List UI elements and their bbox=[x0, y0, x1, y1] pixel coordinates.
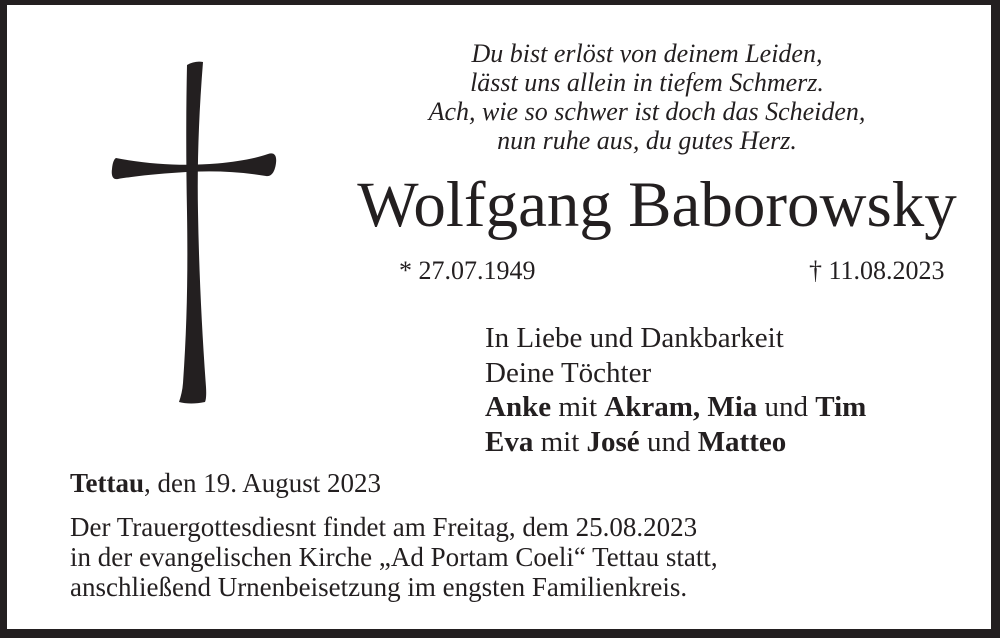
verse-line-1: Du bist erlöst von deinem Leiden, bbox=[471, 39, 823, 68]
funeral-service-info bbox=[70, 512, 718, 602]
connector-text: und bbox=[639, 425, 698, 458]
memorial-cross-icon bbox=[107, 57, 287, 405]
connector-text: mit bbox=[533, 425, 587, 458]
mourner-name: Eva bbox=[485, 425, 534, 458]
deceased-name: Wolfgang Baborowsky bbox=[357, 169, 957, 241]
mourners-intro-line: In Liebe und Dankbarkeit bbox=[485, 322, 784, 354]
verse-line-2: lässt uns allein in tiefem Schmerz. bbox=[470, 68, 824, 97]
verse-line-4: nun ruhe aus, du gutes Herz. bbox=[497, 126, 797, 155]
service-info-line-1: Der Trauergottesdiesnt findet am Freitag, dem 25.08.2023 bbox=[70, 512, 698, 542]
mourners-relation-line: Deine Töchter bbox=[485, 356, 652, 389]
mourner-name: Anke bbox=[485, 391, 552, 423]
service-info-line-2: in der evangelischen Kirche „Ad Portam Coeli“ Tettau statt, bbox=[70, 542, 718, 572]
place-dateline bbox=[70, 468, 381, 498]
connector-text: und bbox=[757, 391, 816, 423]
connector-text: mit bbox=[551, 391, 605, 423]
mourner-name: José bbox=[586, 425, 640, 458]
mourners-block bbox=[485, 321, 866, 459]
mourners-names-line-1 bbox=[485, 390, 866, 425]
mourner-name: Matteo bbox=[697, 425, 787, 458]
mourners-names-line-2 bbox=[485, 425, 866, 460]
mourner-name: Akram, Mia bbox=[604, 391, 758, 423]
death-date: † 11.08.2023 bbox=[809, 256, 945, 285]
life-dates bbox=[7, 256, 991, 286]
birth-date: * 27.07.1949 bbox=[399, 256, 536, 285]
service-info-line-3: anschließend Urnenbeisetzung im engsten Familienkreis. bbox=[70, 572, 688, 602]
mourner-name: Tim bbox=[815, 391, 867, 423]
memorial-verse bbox=[412, 39, 882, 155]
verse-line-3: Ach, wie so schwer ist doch das Scheiden, bbox=[428, 97, 866, 126]
place-name: Tettau bbox=[70, 468, 145, 498]
dateline-text: , den 19. August 2023 bbox=[144, 468, 382, 498]
